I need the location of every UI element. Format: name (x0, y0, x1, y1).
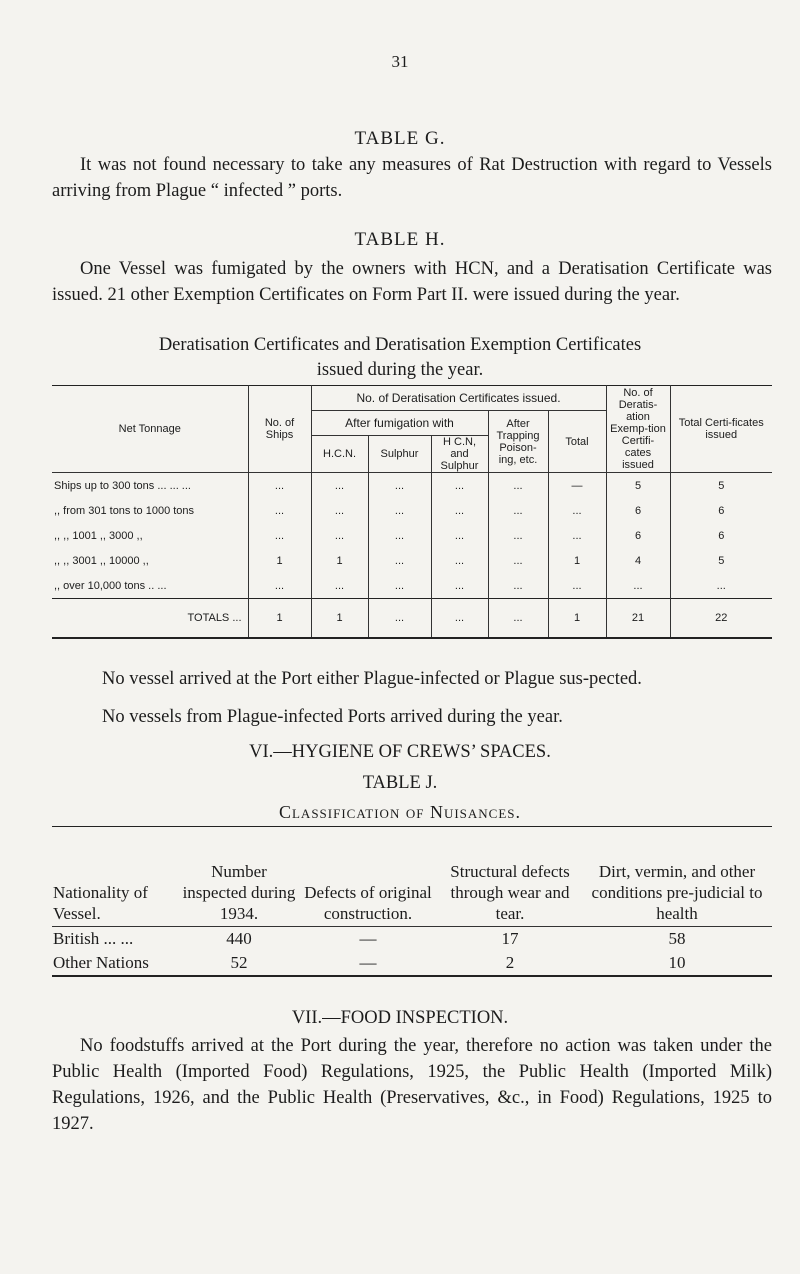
table-cell: 1 (311, 548, 368, 573)
col-number-inspected: Number inspected during 1934. (180, 827, 298, 927)
table-h-caption (0, 333, 800, 383)
table-cell: ... (368, 473, 431, 499)
col-original-defects: Defects of original construction. (298, 827, 438, 927)
table-cell: ... (311, 498, 368, 523)
table-cell: ... (311, 523, 368, 548)
table-cell: ... (368, 599, 431, 639)
row-label: TOTALS ... (52, 599, 248, 639)
table-cell: ... (311, 473, 368, 499)
table-cell: 5 (670, 548, 772, 573)
col-hcn: H.C.N. (311, 436, 368, 473)
table-j-title: TABLE J. (362, 773, 438, 793)
table-cell: ... (488, 523, 548, 548)
page-number: 31 (391, 52, 409, 71)
table-cell: ... (368, 498, 431, 523)
table-g-title: TABLE G. (354, 128, 446, 149)
table-cell: ... (670, 573, 772, 599)
col-no-of-ships: No. of Ships (248, 386, 311, 473)
table-cell: 21 (606, 599, 670, 639)
table-cell-original: — (298, 951, 438, 976)
table-cell: 1 (548, 548, 606, 573)
nuisances-table (52, 826, 772, 977)
table-cell-number: 440 (226, 929, 252, 948)
table-j-subtitle: Classification of Nuisances. (278, 802, 522, 822)
table-cell: 6 (670, 498, 772, 523)
table-g-text: It was not found necessary to take any measures of Rat Destruction with regard to Vessels arriving from Plague “ infected ” ports. (52, 155, 772, 201)
table-cell: 5 (670, 473, 772, 499)
table-cell: 4 (606, 548, 670, 573)
table-cell: 6 (606, 498, 670, 523)
table-cell: ... (548, 523, 606, 548)
col-after-trapping: After Trapping Poison-ing, etc. (488, 411, 548, 473)
table-cell: 5 (606, 473, 670, 499)
caption-line-2: issued during the year. (316, 360, 484, 380)
table-cell: ... (431, 599, 488, 639)
section-vii-heading: VII.—FOOD INSPECTION. (291, 1008, 509, 1028)
col-nationality: Nationality of Vessel. (52, 827, 180, 927)
table-cell: ... (548, 498, 606, 523)
table-cell: 1 (548, 599, 606, 639)
table-cell-nationality: Other Nations (52, 951, 180, 976)
table-cell: ... (248, 523, 311, 548)
table-cell-structural: 17 (501, 929, 519, 948)
table-cell: ... (488, 573, 548, 599)
table-cell: 1 (248, 548, 311, 573)
table-row (52, 951, 772, 976)
table-cell: ... (431, 473, 488, 499)
table-cell: — (548, 473, 606, 499)
food-inspection-text: No foodstuffs arrived at the Port during the year, therefore no action was taken under the Public Health (Imported Food) Regulations, 1925, the Public Health (Imported Milk) Regulations, 1926, and the Public Health (Preservatives, &c., in Food) Regulations, 1925 to 1927. (52, 1036, 772, 1134)
table-cell: ... (248, 473, 311, 499)
caption-line-1: Deratisation Certificates and Deratisation Exemption Certificates (158, 335, 642, 355)
table-cell: ... (368, 523, 431, 548)
table-h-text: One Vessel was fumigated by the owners with HCN, and a Deratisation Certificate was issued. 21 other Exemption Certificates on Form Part II. were issued during the year. (52, 259, 772, 305)
table-cell-dirt: 58 (668, 929, 686, 948)
table-cell: 6 (606, 523, 670, 548)
no-vessels-ports-text: No vessels from Plague-infected Ports arrived during the year. (102, 707, 563, 727)
table-cell: 22 (670, 599, 772, 639)
table-cell: ... (368, 573, 431, 599)
no-vessel-text: No vessel arrived at the Port either Plague-infected or Plague sus-pected. (102, 669, 642, 689)
col-net-tonnage: Net Tonnage (52, 386, 248, 473)
table-cell-original: — (359, 929, 377, 948)
table-row (52, 473, 772, 499)
table-cell: ... (431, 573, 488, 599)
table-cell: ... (431, 548, 488, 573)
table-cell-dirt: 10 (582, 951, 772, 976)
col-total: Total (548, 411, 606, 473)
col-exemption: No. of Deratis-ation Exemp-tion Certifi-cates issued (606, 386, 670, 473)
table-cell-nationality: British ... ... (53, 929, 134, 948)
col-after-fumigation: After fumigation with (311, 411, 488, 436)
row-label: ,, ,, 3001 ,, 10000 ,, (54, 554, 149, 567)
table-cell: 6 (670, 523, 772, 548)
table-h-title: TABLE H. (354, 229, 446, 250)
table-row (52, 548, 772, 573)
table-cell: 1 (248, 599, 311, 639)
table-cell: ... (248, 498, 311, 523)
row-label: ,, ,, 1001 ,, 3000 ,, (54, 529, 143, 542)
col-total-certificates: Total Certi-ficates issued (670, 386, 772, 473)
table-cell-number: 52 (180, 951, 298, 976)
totals-row (52, 599, 772, 639)
table-cell: ... (311, 573, 368, 599)
table-cell: ... (488, 498, 548, 523)
col-hcn-sulphur: H C.N, and Sulphur (431, 436, 488, 473)
table-row (52, 573, 772, 599)
table-cell: ... (488, 548, 548, 573)
table-cell: ... (488, 473, 548, 499)
table-cell: ... (548, 573, 606, 599)
table-cell: 1 (311, 599, 368, 639)
table-cell: ... (368, 548, 431, 573)
col-group-deratisation: No. of Deratisation Certificates issued. (311, 386, 606, 411)
table-cell: ... (248, 573, 311, 599)
table-row (52, 927, 772, 952)
table-cell: ... (488, 599, 548, 639)
table-cell: ... (431, 523, 488, 548)
row-label: ,, over 10,000 tons .. ... (54, 579, 167, 592)
row-label: Ships up to 300 tons ... ... ... (54, 479, 191, 492)
deratisation-table (52, 385, 772, 639)
table-row (52, 498, 772, 523)
table-row (52, 523, 772, 548)
col-dirt-vermin: Dirt, vermin, and other conditions pre-judicial to health (582, 827, 772, 927)
col-sulphur: Sulphur (368, 436, 431, 473)
table-cell: ... (606, 573, 670, 599)
table-cell: ... (431, 498, 488, 523)
table-cell-structural: 2 (438, 951, 582, 976)
section-vi-heading: VI.—HYGIENE OF CREWS’ SPACES. (249, 742, 551, 762)
col-structural-defects: Structural defects through wear and tear. (438, 827, 582, 927)
row-label: ,, from 301 tons to 1000 tons (54, 504, 195, 517)
